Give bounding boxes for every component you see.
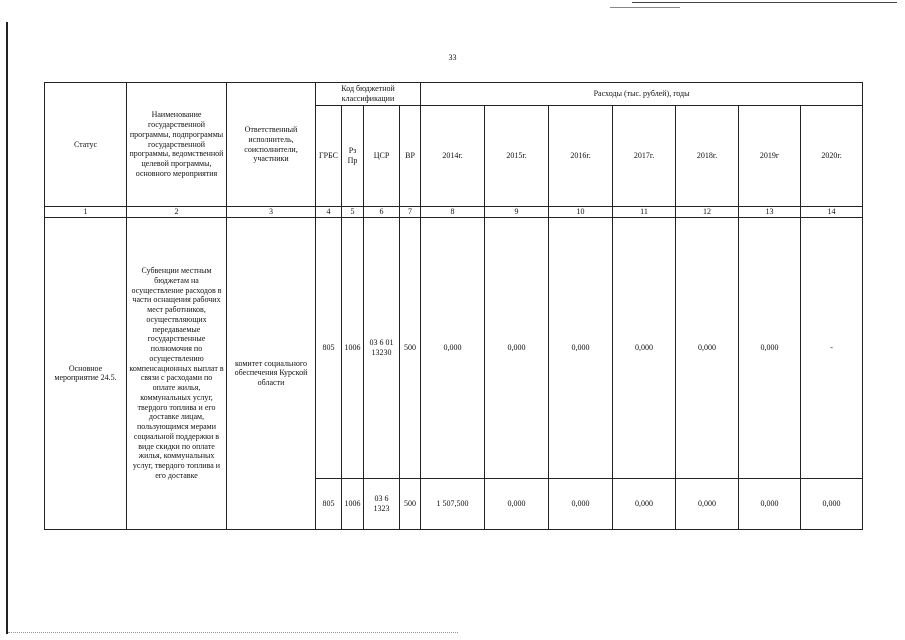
row-csr: 03 6 01 13230 — [364, 217, 400, 478]
column-number: 12 — [676, 207, 739, 218]
row-value: 0,000 — [485, 217, 549, 478]
column-number: 7 — [400, 207, 421, 218]
budget-table — [44, 82, 863, 530]
header-status: Статус — [45, 83, 127, 207]
header-year: 2018г. — [676, 106, 739, 207]
row-value: 1 507,500 — [421, 478, 485, 529]
header-year: 2019г — [739, 106, 801, 207]
header-year: 2016г. — [549, 106, 613, 207]
row-status: Основное мероприятие 24.5. — [45, 217, 127, 529]
row-value: 0,000 — [613, 217, 676, 478]
row-value: 0,000 — [613, 478, 676, 529]
scan-bottom-noise — [8, 632, 458, 633]
row-value: 0,000 — [421, 217, 485, 478]
row-value: 0,000 — [739, 478, 801, 529]
row-vr: 500 — [400, 478, 421, 529]
header-vr: ВР — [400, 106, 421, 207]
column-number: 10 — [549, 207, 613, 218]
header-budget-code: Код бюджетной классификации — [316, 83, 421, 106]
scan-top-line-short — [610, 7, 680, 8]
header-name: Наименование государственной программы, подпрограммы государственной программы, ведомственной целевой программы, основного мероприятия — [127, 83, 227, 207]
row-name: Субвенции местным бюджетам на осуществление расходов в части оснащения рабочих мест работников, осуществляющих передаваемые государственные полномочия по осуществлению компенсационных выплат в связи с расходами по оплате жилья, коммунальных услуг, твердого топлива и его доставке лицам, пользующимся мерами социальной поддержки в виде скидки по оплате жилья, коммунальных услуг, твердого топлива и его доставке — [127, 217, 227, 529]
header-year: 2014г. — [421, 106, 485, 207]
column-number: 8 — [421, 207, 485, 218]
scan-left-edge — [6, 22, 8, 634]
row-responsible: комитет социального обеспечения Курской области — [227, 217, 316, 529]
row-value: 0,000 — [801, 478, 863, 529]
header-year: 2020г. — [801, 106, 863, 207]
row-rzpr: 1006 — [342, 217, 364, 478]
column-number: 13 — [739, 207, 801, 218]
column-number: 11 — [613, 207, 676, 218]
column-number: 4 — [316, 207, 342, 218]
column-number: 14 — [801, 207, 863, 218]
header-year: 2017г. — [613, 106, 676, 207]
header-responsible: Ответственный исполнитель, соисполнители, участники — [227, 83, 316, 207]
header-csr: ЦСР — [364, 106, 400, 207]
row-value: 0,000 — [739, 217, 801, 478]
header-row-1 — [45, 83, 863, 106]
header-expenses: Расходы (тыс. рублей), годы — [421, 83, 863, 106]
table-row — [45, 217, 863, 478]
column-number: 2 — [127, 207, 227, 218]
page-number: 33 — [448, 53, 457, 62]
row-value: 0,000 — [676, 217, 739, 478]
column-number: 9 — [485, 207, 549, 218]
column-number: 6 — [364, 207, 400, 218]
column-number: 5 — [342, 207, 364, 218]
row-grbs: 805 — [316, 217, 342, 478]
header-grbs: ГРБС — [316, 106, 342, 207]
row-value: 0,000 — [676, 478, 739, 529]
row-vr: 500 — [400, 217, 421, 478]
row-value: 0,000 — [549, 478, 613, 529]
column-number-row — [45, 207, 863, 218]
column-number: 3 — [227, 207, 316, 218]
header-year: 2015г. — [485, 106, 549, 207]
row-value: - — [801, 217, 863, 478]
scan-top-line — [632, 2, 897, 3]
row-value: 0,000 — [549, 217, 613, 478]
row-rzpr: 1006 — [342, 478, 364, 529]
header-rzpr: Рз Пр — [342, 106, 364, 207]
column-number: 1 — [45, 207, 127, 218]
row-grbs: 805 — [316, 478, 342, 529]
row-value: 0,000 — [485, 478, 549, 529]
row-csr: 03 6 1323 — [364, 478, 400, 529]
